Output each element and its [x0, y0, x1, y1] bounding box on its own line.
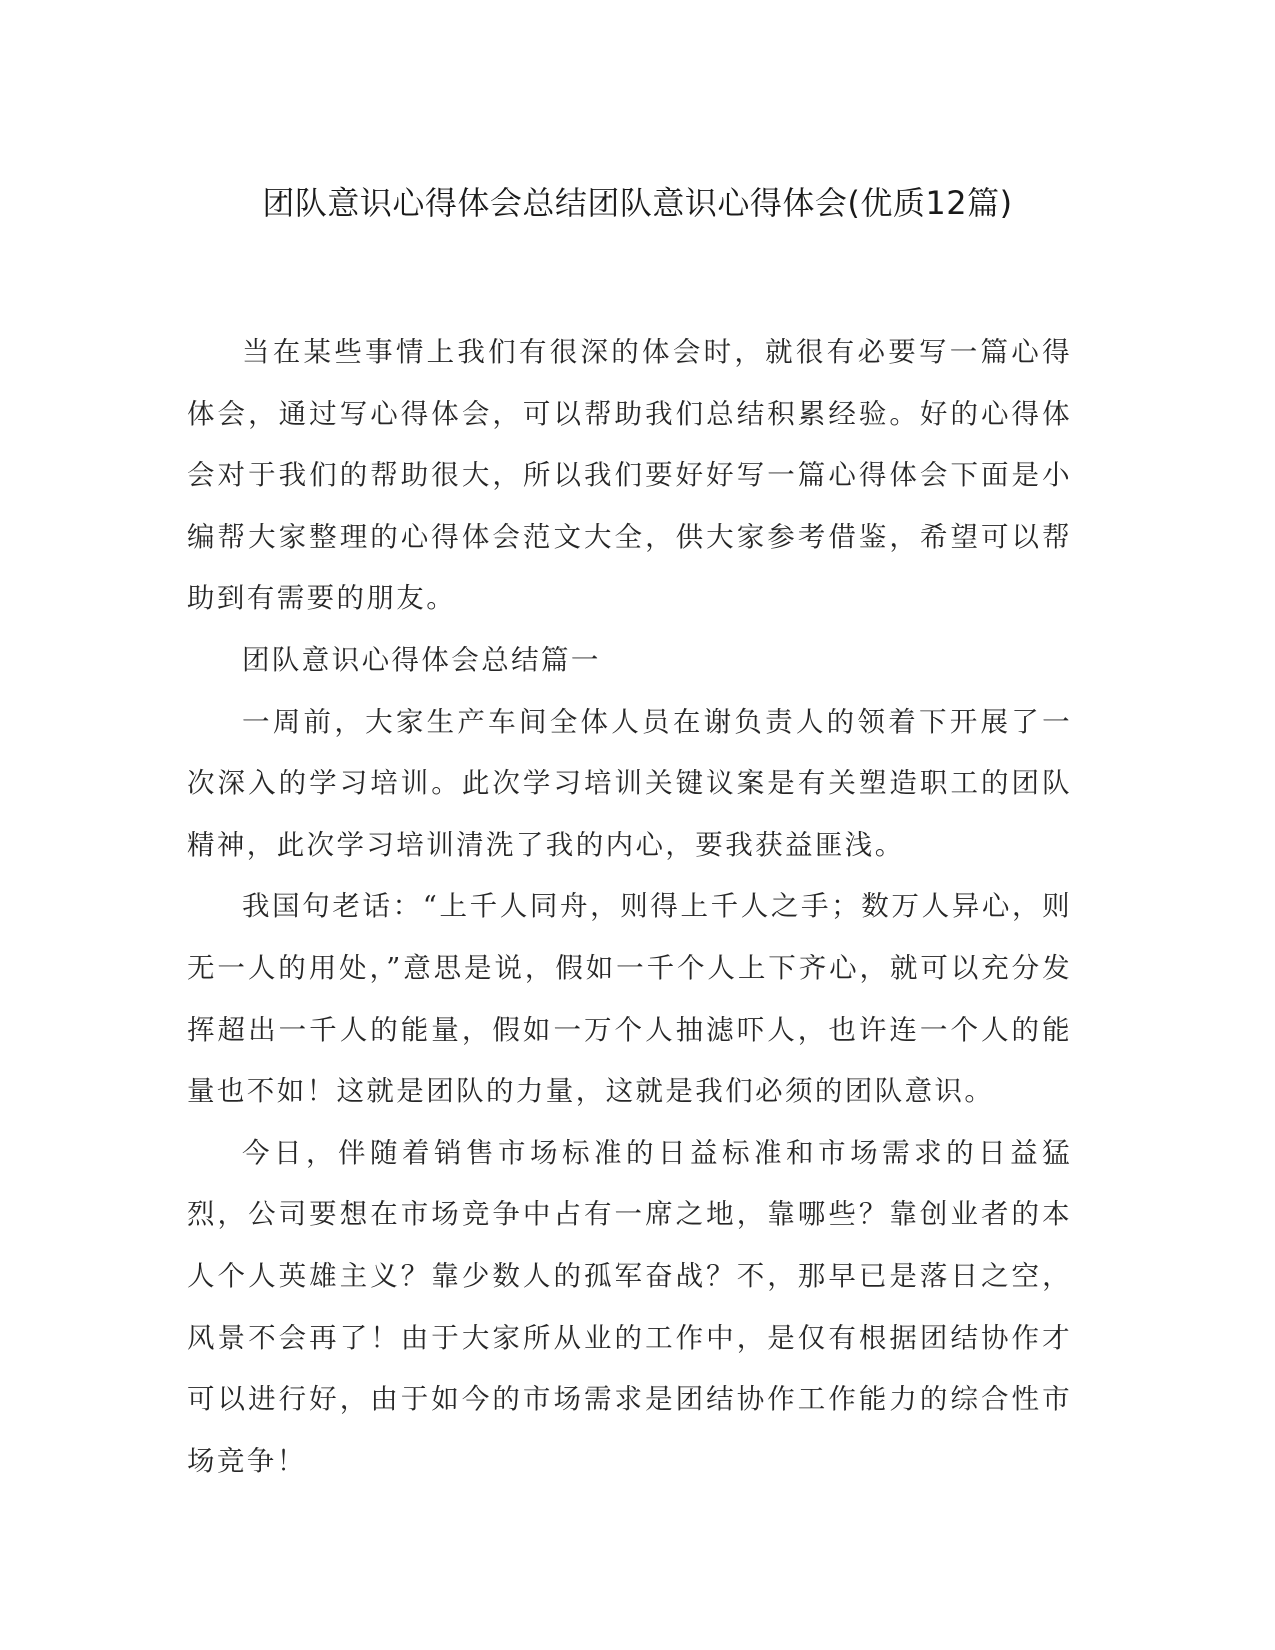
document-body [187, 322, 1072, 1492]
document-title: 团队意识心得体会总结团队意识心得体会(优质12篇) [262, 184, 1013, 222]
intro-paragraph: 当在某些事情上我们有很深的体会时，就很有必要写一篇心得体会，通过写心得体会，可以帮助我们总结积累经验。好的心得体会对于我们的帮助很大，所以我们要好好写一篇心得体会下面是小编帮大家整理的心得体会范文大全，供大家参考借鉴，希望可以帮助到有需要的朋友。 [187, 336, 1072, 615]
section-heading: 团队意识心得体会总结篇一 [242, 643, 601, 676]
body-paragraph: 我国句老话：“上千人同舟，则得上千人之手；数万人异心，则无一人的用处，”意思是说，假如一千个人上下齐心，就可以充分发挥超出一千人的能量，假如一万个人抽滤吓人，也许连一个人的能量也不如！这就是团队的力量，这就是我们必须的团队意识。 [187, 890, 1072, 1108]
body-paragraph: 一周前，大家生产车间全体人员在谢负责人的领着下开展了一次深入的学习培训。此次学习培训关键议案是有关塑造职工的团队精神，此次学习培训清洗了我的内心，要我获益匪浅。 [187, 705, 1072, 861]
body-paragraph: 今日，伴随着销售市场标准的日益标准和市场需求的日益猛烈，公司要想在市场竞争中占有一席之地，靠哪些？靠创业者的本人个人英雄主义？靠少数人的孤军奋战？不，那早已是落日之空，风景不会再了！由于大家所从业的工作中，是仅有根据团结协作才可以进行好，由于如今的市场需求是团结协作工作能力的综合性市场竞争！ [187, 1136, 1072, 1477]
